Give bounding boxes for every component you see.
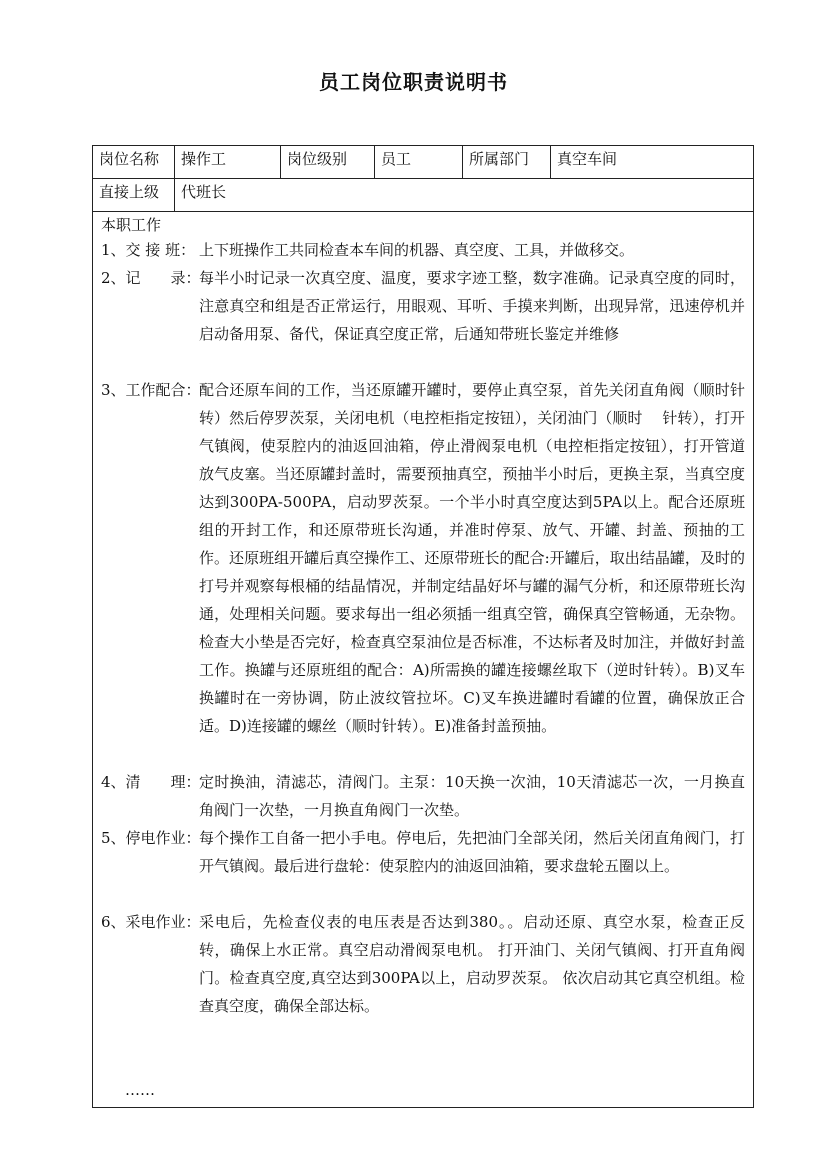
ellipsis-text: …… xyxy=(125,1081,155,1099)
duty-text: 每半小时记录一次真空度、温度，要求字迹工整，数字准确。记录真空度的同时，注意真空和组是否正常运行，用眼观、耳听、手摸来判断，出现异常，迅速停机并启动备用泵、备代，保证真空度正常，后通知带班长鉴定并维修 xyxy=(199,269,745,343)
duty-label: 5、停电作业： xyxy=(101,829,201,847)
position-name-label: 岗位名称 xyxy=(93,146,175,178)
header-row-2 xyxy=(93,179,753,212)
duty-label: 3、工作配合： xyxy=(101,381,201,399)
department-label: 所属部门 xyxy=(463,146,551,178)
duty-text: 定时换油，清滤芯，清阀门。主泵：10天换一次油，10天清滤芯一次，一月换直角阀门一次垫，一月换直角阀门一次垫。 xyxy=(199,773,745,819)
duty-label: 1、交 接 班： xyxy=(101,241,196,259)
duty-text: 配合还原车间的工作，当还原罐开罐时，要停止真空泵，首先关闭直角阀（顺时针转）然后停罗茨泵，关闭电机（电控柜指定按钮），关闭油门（顺时 针转），打开气镇阀，使泵腔内的油返回油箱，停止滑阀泵电机（电控柜指定按钮），打开管道放气皮塞。当还原罐封盖时，需要预抽真空，预抽半小时后，更换主泵，当真空度达到300PA-500PA，启动罗茨泵。一个半小时真空度达到5PA以上。配合还原班组的开封工作，和还原带班长沟通，并准时停泵、放气、开罐、封盖、预抽的工作。还原班组开罐后真空操作工、还原带班长的配合:开罐后，取出结晶罐，及时的打号并观察每根桶的结晶情况，并制定结晶好坏与罐的漏气分析，和还原带班长沟通，处理相关问题。要求每出一组必须插一组真空管，确保真空管畅通，无杂物。检查大小垫是否完好，检查真空泵油位是否标准，不达标者及时加注，并做好封盖工作。换罐与还原班组的配合：A)所需换的罐连接螺丝取下（逆时针转）。B)叉车换罐时在一旁协调，防止波纹管拉坏。C)叉车换进罐时看罐的位置，确保放正合适。D)连接罐的螺丝（顺时针转）。E)准备封盖预抽。 xyxy=(199,381,745,735)
duty-text: 每个操作工自备一把小手电。停电后，先把油门全部关闭，然后关闭直角阀门，打开气镇阀。最后进行盘轮：使泵腔内的油返回油箱，要求盘轮五圈以上。 xyxy=(199,829,745,875)
position-level-label: 岗位级别 xyxy=(281,146,375,178)
duty-label: 2、记 录： xyxy=(101,269,201,287)
position-level-value: 员工 xyxy=(375,146,463,178)
supervisor-value: 代班长 xyxy=(181,183,227,201)
header-row-1 xyxy=(93,146,753,179)
duty-label: 6、采电作业： xyxy=(101,913,201,931)
position-name-value: 操作工 xyxy=(175,146,281,178)
duty-label: 4、清 理： xyxy=(101,773,201,791)
document-title: 员工岗位职责说明书 xyxy=(319,70,508,94)
supervisor-label: 直接上级 xyxy=(93,179,175,211)
section-title: 本职工作 xyxy=(101,216,162,234)
duty-text: 上下班操作工共同检查本车间的机器、真空度、工具，并做移交。 xyxy=(199,241,635,259)
department-value: 真空车间 xyxy=(557,150,618,168)
duty-text: 采电后，先检查仪表的电压表是否达到380。。启动还原、真空水泵，检查正反转，确保上水正常。真空启动滑阀泵电机。 打开油门、关闭气镇阀、打开直角阀门。检查真空度,真空达到300PA以上，启动罗茨泵。 依次启动其它真空机组。检查真空度，确保全部达标。 xyxy=(199,913,745,1015)
duty-table xyxy=(92,145,754,1108)
